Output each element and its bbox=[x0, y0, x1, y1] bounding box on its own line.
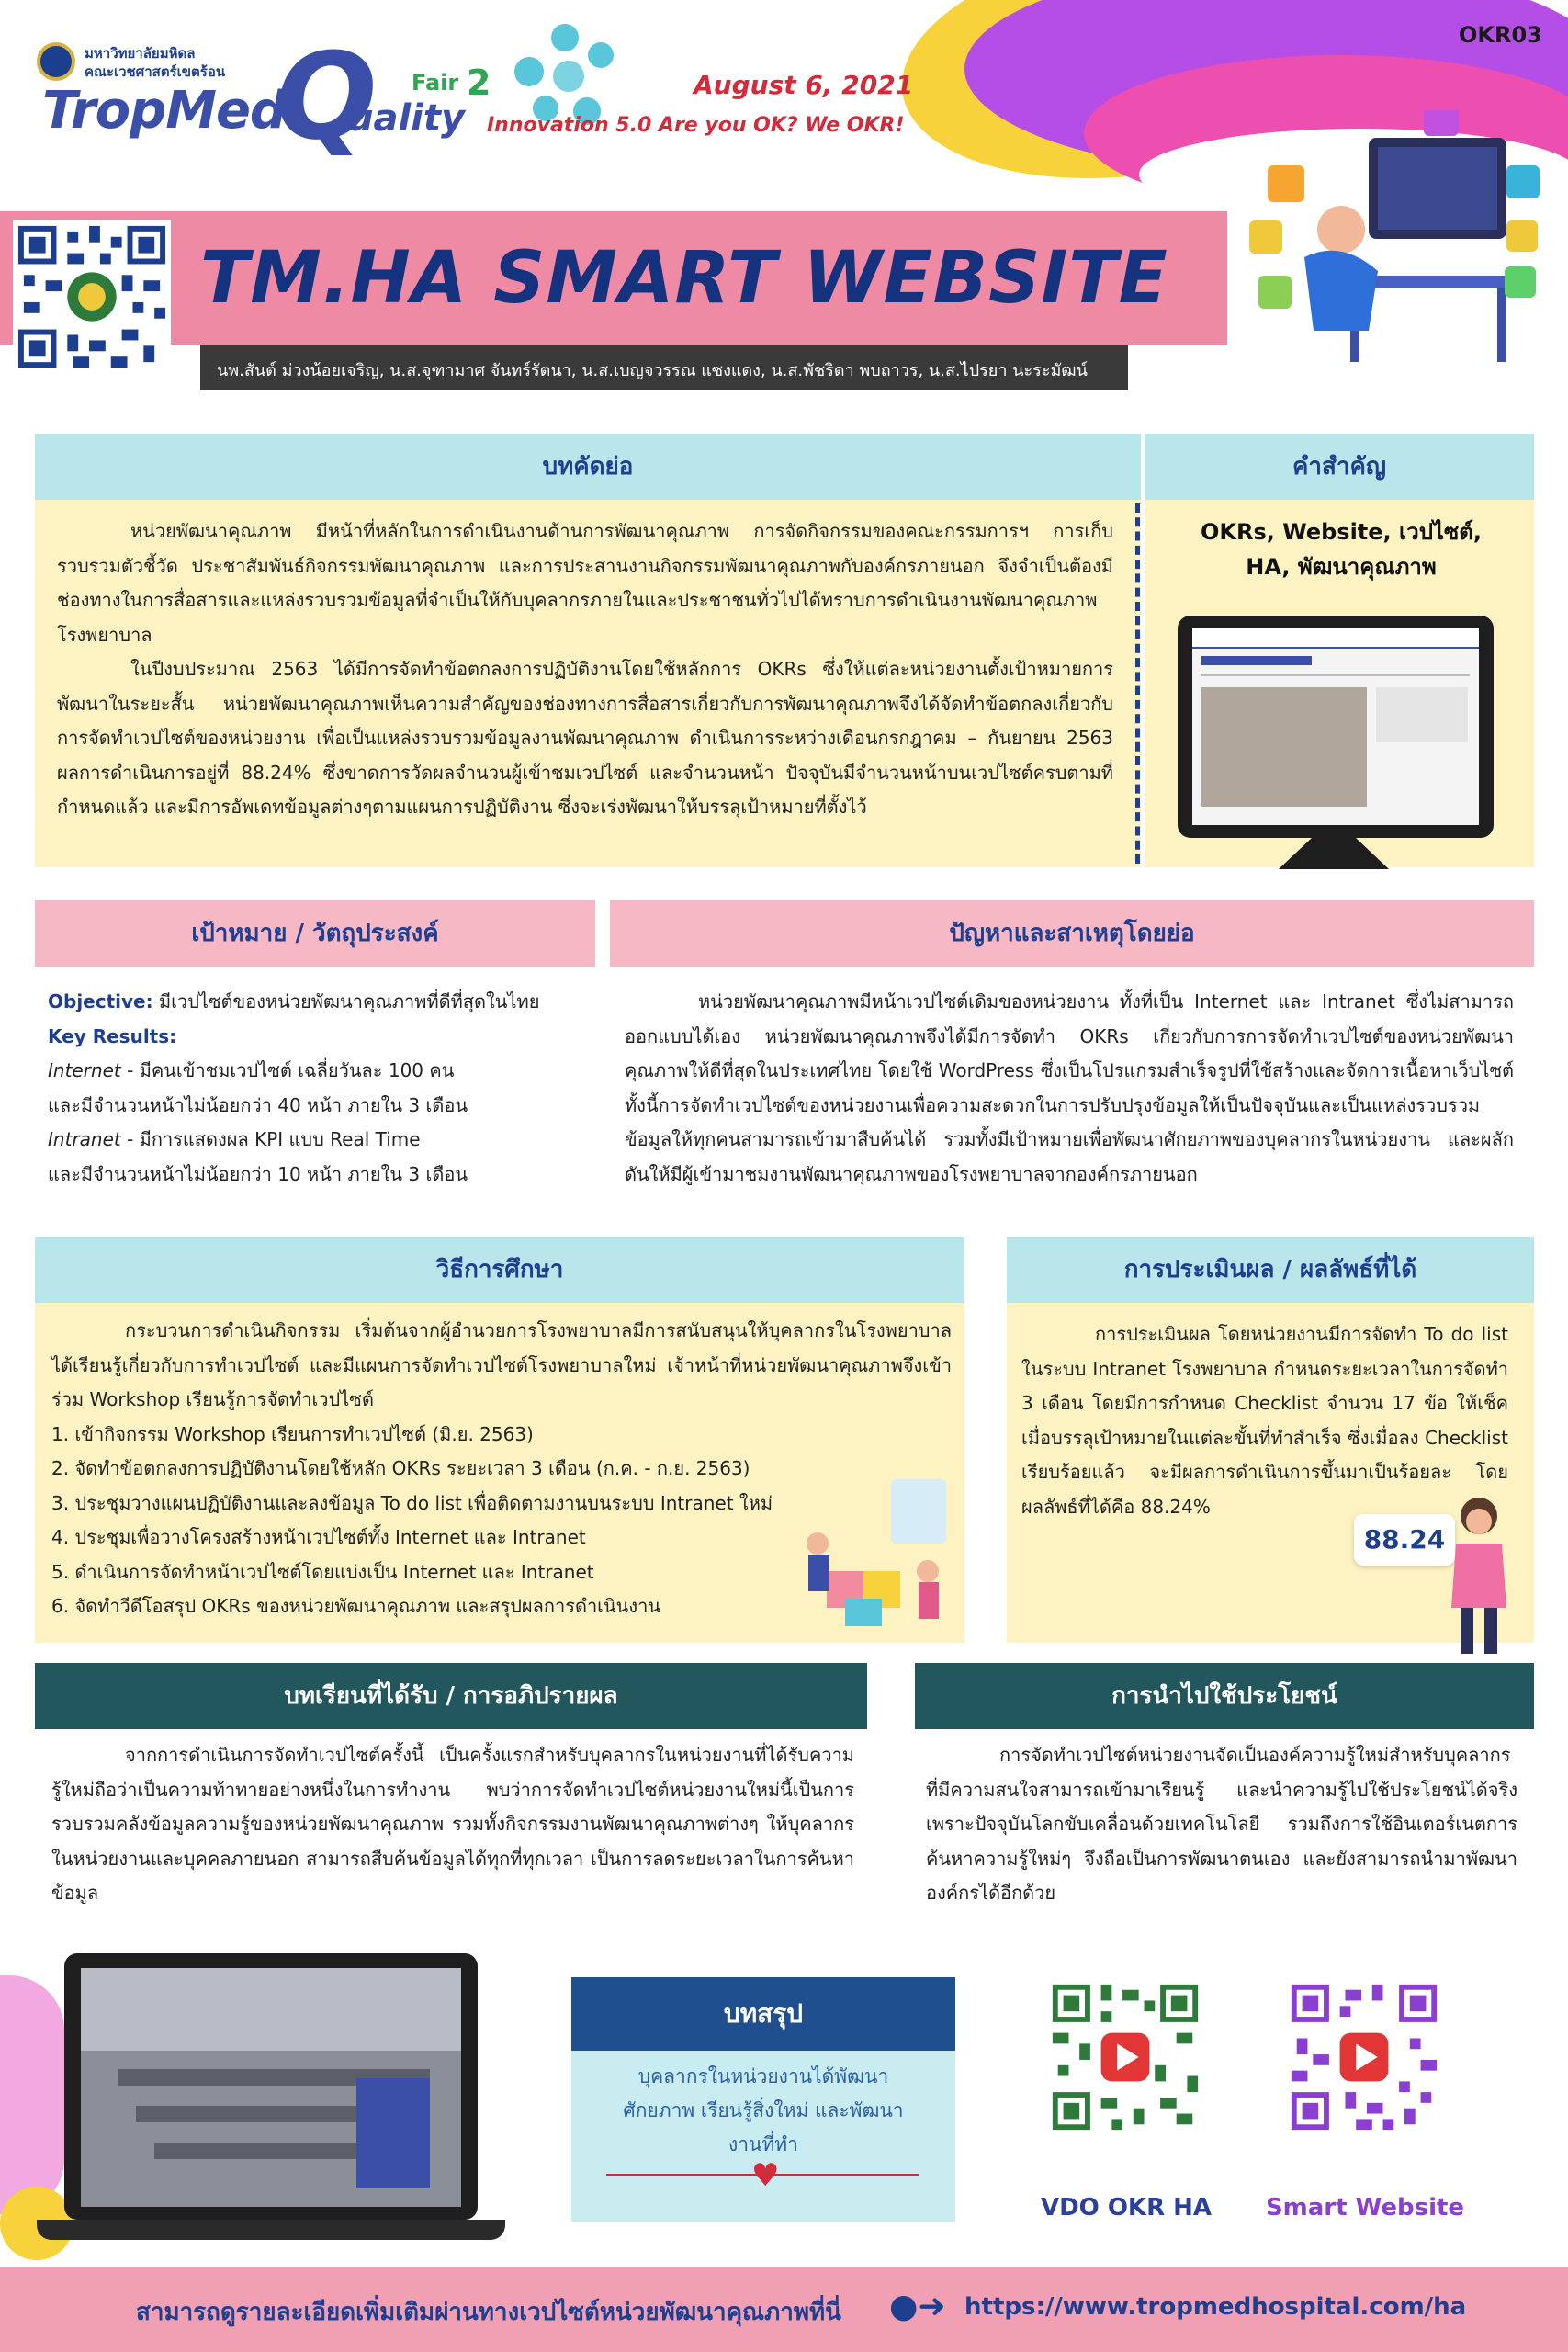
methods-step: 5. ดำเนินการจัดทำหน้าเวปไซต์โดยแบ่งเป็น Internet และ Intranet bbox=[51, 1560, 594, 1583]
benefits-paragraph: การจัดทำเวปไซต์หน่วยงานจัดเป็นองค์ความรู้ใหม่สำหรับบุคลากรที่มีความสนใจสามารถเข้ามาเรียนรู้ และนำความรู้ไปใช้ประโยชน์ได้จริง เพราะปัจจุบันโลกขับเคลื่อนด้วยเทคโนโลยี รวมถึงการใช้อินเตอร์เนตการค้นหาความรู้ใหม่ๆ จึงถือเป็นการพัฒนาตนเอง และยังสามารถนำมาพัฒนาองค์กรได้อีกด้วย bbox=[926, 1744, 1517, 1904]
qr-code-website[interactable] bbox=[1286, 1979, 1442, 2135]
methods-step: 2. จัดทำข้อตกลงการปฏิบัติงานโดยใช้หลัก OKRs ระยะเวลา 3 เดือน (ก.ค. - ก.ย. 2563) bbox=[51, 1457, 750, 1479]
problems-paragraph: หน่วยพัฒนาคุณภาพมีหน้าเวปไซต์เดิมของหน่วยงาน ทั้งที่เป็น Internet และ Intranet ซึ่งไม่สามารถออกแบบได้เอง หน่วยพัฒนาคุณภาพจึงได้มีการจัดทำ OKRs เกี่ยวกับการการจัดทำเวปไซต์ของหน่วยพัฒนาคุณภาพให้ดีที่สุดในประเทศไทย โดยใช้ WordPress ซึ่งเป็นโปรแกรมสำเร็จรูปที่ใช้สร้างและจัดการเนื้อหาเว็บไซต์ ทั้งนี้การจัดทำเวปไซต์ของหน่วยงานเพื่อความสะดวกในการปรับปรุงข้อมูลให้เป็นปัจจุบันและเป็นแหล่งรวบรวมข้อมูลให้ทุกคนสามารถเข้ามาสืบค้นได้ รวมทั้งมีเป้าหมายเพื่อพัฒนาศักยภาพของบุคลากรในหน่วยงาน และผลักดันให้มีผู้เข้ามาชมงานพัฒนาคุณภาพของโรงพยาบาลจากองค์กรภายนอก bbox=[625, 990, 1514, 1185]
university-name bbox=[85, 44, 225, 81]
key-results-label: Key Results: bbox=[48, 1024, 177, 1047]
people-bubbles-icon bbox=[514, 24, 615, 125]
poster-title: TM.HA SMART WEBSITE bbox=[200, 237, 1168, 320]
decorative-blob bbox=[0, 1975, 64, 2214]
brand-logo-q: Q bbox=[276, 27, 378, 166]
university-seal-logo bbox=[37, 42, 75, 81]
summary-text: บุคลากรในหน่วยงานได้พัฒนาศักยภาพ เรียนรู้สิ่งใหม่ และพัฒนางานที่ทำ bbox=[623, 2065, 904, 2155]
workshop-photo bbox=[81, 1968, 461, 2207]
benefits-text bbox=[926, 1738, 1517, 1911]
kr-internet-label: Internet bbox=[48, 1059, 121, 1081]
summary-heading: บทสรุป bbox=[571, 1977, 955, 2051]
problems-heading: ปัญหาและสาเหตุโดยย่อ bbox=[610, 900, 1534, 967]
kr-internet-text-2: และมีจำนวนหน้าไม่น้อยกว่า 40 หน้า ภายใน 3 เดือน bbox=[48, 1093, 468, 1116]
university-line: มหาวิทยาลัยมหิดล bbox=[85, 45, 196, 62]
teamwork-illustration bbox=[790, 1470, 955, 1635]
methods-step: 4. ประชุมเพื่อวางโครงสร้างหน้าเวปไซต์ทั้ง Internet และ Intranet bbox=[51, 1526, 586, 1548]
arrow-right-icon: ●➜ bbox=[889, 2288, 946, 2325]
objectives-heading: เป้าหมาย / วัตถุประสงค์ bbox=[35, 900, 595, 967]
heart-icon: ♥ bbox=[751, 2157, 780, 2194]
objective-label: Objective: bbox=[48, 990, 153, 1012]
kr-intranet-text-2: และมีจำนวนหน้าไม่น้อยกว่า 10 หน้า ภายใน 3 เดือน bbox=[48, 1162, 468, 1185]
brand-logo-fair: Fair bbox=[412, 70, 459, 96]
qr-label-website: Smart Website bbox=[1265, 2194, 1465, 2222]
authors-list: นพ.สันต์ ม่วงน้อยเจริญ, น.ส.จุฑามาศ จันทร์รัตนา, น.ส.เบญจวรรณ แซงแดง, น.ส.พัชริดา พบถาวร, น.ส.ไปรยา นะระมัฒน์ bbox=[217, 361, 1088, 380]
result-score-card: 88.24 bbox=[1354, 1514, 1455, 1566]
keywords-text: OKRs, Website, เวปไซต์, HA, พัฒนาคุณภาพ bbox=[1200, 519, 1483, 580]
laptop-base bbox=[37, 2220, 505, 2240]
kr-intranet-text: - มีการแสดงผล KPI แบบ Real Time bbox=[120, 1128, 421, 1150]
objectives-text bbox=[48, 985, 599, 1192]
brand-logo-text: TropMed bbox=[42, 81, 287, 141]
brand-logo-number: 2 bbox=[467, 62, 491, 103]
faculty-line: คณะเวชศาสตร์เขตร้อน bbox=[85, 63, 226, 80]
lessons-paragraph: จากการดำเนินการจัดทำเวปไซต์ครั้งนี้ เป็นครั้งแรกสำหรับบุคลากรในหน่วยงานที่ได้รับความรู้ใหม่ถือว่าเป็นความท้าทายอย่างหนึ่งในการทำงาน พบว่าการจัดทำเวปไซต์หน่วยงานใหม่นี้เป็นการรวบรวมคลังข้อมูลความรู้ของหน่วยพัฒนาคุณภาพ รวมทั้งกิจกรรมงานพัฒนาคุณภาพต่างๆ ให้บุคลากรในหน่วยงานและบุคคลภายนอก สามารถสืบค้นข้อมูลได้ทุกที่ทุกเวลา เป็นการลดระยะเวลาในการค้นหาข้อมูล bbox=[51, 1744, 854, 1904]
event-date: August 6, 2021 bbox=[694, 70, 914, 100]
lessons-text bbox=[51, 1738, 854, 1911]
methods-intro: กระบวนการดำเนินกิจกรรม เริ่มต้นจากผู้อำนวยการโรงพยาบาลมีการสนับสนุนให้บุคลากรในโรงพยาบาลได้เรียนรู้เกี่ยวกับการทำเวปไซต์ และมีแผนการจัดทำเวปไซต์โรงพยาบาลใหม่ เจ้าหน้าที่หน่วยพัฒนาคุณภาพจึงเข้าร่วม Workshop เรียนรู้การจัดทำเวปไซต์ bbox=[51, 1319, 952, 1410]
kr-intranet-label: Intranet bbox=[48, 1128, 121, 1150]
kr-internet-text: - มีคนเข้าชมเวปไซต์ เฉลี่ยวันละ 100 คน bbox=[120, 1059, 455, 1081]
abstract-heading: บทคัดย่อ bbox=[35, 434, 1141, 500]
evaluation-heading: การประเมินผล / ผลลัพธ์ที่ได้ bbox=[1007, 1237, 1534, 1303]
methods-heading: วิธีการศึกษา bbox=[35, 1237, 964, 1303]
developer-illustration bbox=[1231, 110, 1543, 386]
methods-step: 3. ประชุมวางแผนปฏิบัติงานและลงข้อมูล To do list เพื่อติดตามงานบนระบบ Intranet ใหม่ bbox=[51, 1491, 773, 1514]
poster-code: OKR03 bbox=[1459, 22, 1542, 48]
divider bbox=[1135, 503, 1140, 864]
qr-label-vdo: VDO OKR HA bbox=[1040, 2194, 1213, 2222]
abstract-text bbox=[57, 514, 1113, 825]
footer-link[interactable]: https://www.tropmedhospital.com/ha bbox=[964, 2293, 1467, 2321]
keywords-heading: คำสำคัญ bbox=[1145, 434, 1534, 500]
benefits-heading: การนำไปใช้ประโยชน์ bbox=[915, 1663, 1534, 1729]
problems-text bbox=[625, 985, 1514, 1192]
methods-step: 1. เข้ากิจกรรม Workshop เรียนการทำเวปไซต์ (มิ.ย. 2563) bbox=[51, 1422, 534, 1445]
abstract-paragraph: หน่วยพัฒนาคุณภาพ มีหน้าที่หลักในการดำเนินงานด้านการพัฒนาคุณภาพ การจัดกิจกรรมของคณะกรรมการฯ การเก็บรวบรวมตัวชี้วัด ประชาสัมพันธ์กิจกรรมพัฒนาคุณภาพ และการประสานงานกิจกรรมพัฒนาคุณภาพกับองค์กรภายนอก จึงจำเป็นต้องมีช่องทางในการสื่อสารและแหล่งรวบรวมข้อมูลที่จำเป็นให้กับบุคลากรภายในและประชาชนทั่วไปได้ทราบการดำเนินงานพัฒนาคุณภาพโรงพยาบาล bbox=[57, 520, 1113, 646]
qr-code-top[interactable] bbox=[13, 220, 171, 373]
brand-logo-quality: uality bbox=[347, 97, 466, 140]
footer-text: สามารถดูรายละเอียดเพิ่มเติมผ่านทางเวปไซต์หน่วยพัฒนาคุณภาพที่นี่ bbox=[136, 2299, 841, 2326]
abstract-paragraph: ในปีงบประมาณ 2563 ได้มีการจัดทำข้อตกลงการปฏิบัติงานโดยใช้หลักการ OKRs ซึ่งให้แต่ละหน่วยงานตั้งเป้าหมายการพัฒนาในระยะสั้น หน่วยพัฒนาคุณภาพเห็นความสำคัญของช่องทางการสื่อสารเกี่ยวกับการพัฒนาคุณภาพจึงได้จัดทำข้อตกลงเกี่ยวกับการจัดทำเวปไซต์ของหน่วยงาน เพื่อเป็นแหล่งรวบรวมข้อมูลงานพัฒนาคุณภาพ ดำเนินการระหว่างเดือนกรกฎาคม – กันยายน 2563 ผลการดำเนินการอยู่ที่ 88.24% ซึ่งขาดการวัดผลจำนวนผู้เข้าชมเวปไซต์ และจำนวนหน้า ปัจจุบันมีจำนวนหน้าบนเวปไซต์ครบตามที่กำหนดแล้ว และมีการอัพเดทข้อมูลต่างๆตามแผนการปฏิบัติงาน ซึ่งจะเร่งพัฒนาให้บรรลุเป้าหมายที่ตั้งไว้ bbox=[57, 658, 1113, 818]
website-screenshot bbox=[1192, 628, 1479, 825]
woman-illustration bbox=[1415, 1488, 1534, 1654]
lessons-heading: บทเรียนที่ได้รับ / การอภิปรายผล bbox=[35, 1663, 867, 1729]
methods-step: 6. จัดทำวีดีโอสรุป OKRs ของหน่วยพัฒนาคุณภาพ และสรุปผลการดำเนินงาน bbox=[51, 1595, 661, 1617]
objective-value: มีเวปไซต์ของหน่วยพัฒนาคุณภาพที่ดีที่สุดในไทย bbox=[152, 990, 540, 1012]
event-slogan: Innovation 5.0 Are you OK? We OKR! bbox=[487, 114, 905, 137]
evaluation-paragraph: การประเมินผล โดยหน่วยงานมีการจัดทำ To do list ในระบบ Intranet โรงพยาบาล กำหนดระยะเวลาในการจัดทำ 3 เดือน โดยมีการกำหนด Checklist จำนวน 17 ข้อ ให้เช็คเมื่อบรรลุเป้าหมายในแต่ละขั้นที่ทำสำเร็จ ซึ่งเมื่อลง Checklist เรียบร้อยแล้ว จะมีผลการดำเนินการขึ้นมาเป็นร้อยละ โดยผลลัพธ์ที่ได้คือ 88.24% bbox=[1021, 1323, 1508, 1518]
qr-code-vdo[interactable] bbox=[1047, 1979, 1203, 2135]
